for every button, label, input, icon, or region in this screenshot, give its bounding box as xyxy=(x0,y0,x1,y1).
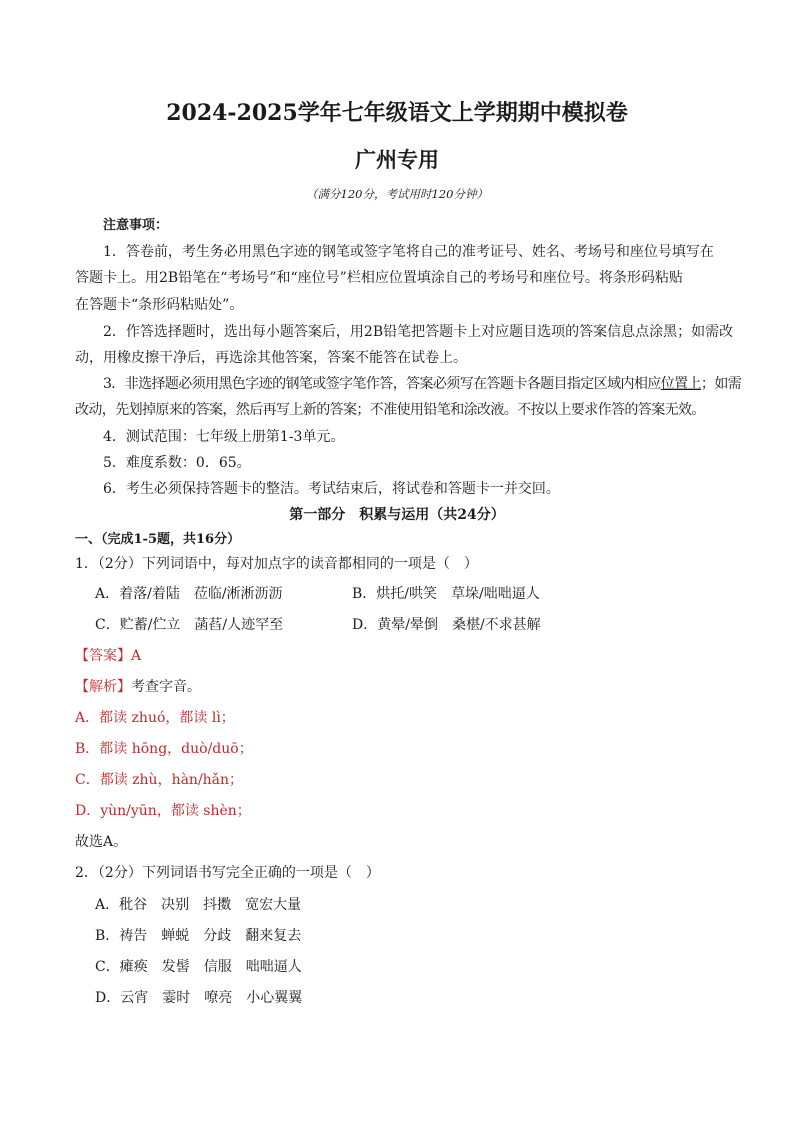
notice-6: 6．考生必须保持答题卡的整洁。考试结束后，将试卷和答题卡一并交回。 xyxy=(103,481,560,497)
analysis-text: 考查字音。 xyxy=(131,679,201,695)
question-2-option-d: D．云宵 霎时 嘹亮 小心翼翼 xyxy=(95,990,303,1006)
question-2-option-a: A．秕谷 决别 抖擞 宽宏大量 xyxy=(95,897,302,913)
question-1-analysis xyxy=(75,676,201,696)
analysis-label: 【解析】 xyxy=(75,679,131,695)
notice-3-text-c: ；如需 xyxy=(700,376,742,392)
question-1-option-a: A．着落/着陆 莅临/淅淅沥沥 xyxy=(95,586,283,602)
explanation-d: D．yùn/yūn，都读 shèn； xyxy=(75,803,251,819)
notice-3-text-a: 3．非选择题必须用黑色字迹的钢笔或签字笔作答，答案必须写在答题卡各题目指定区域内相应 xyxy=(103,376,661,392)
answer-value: A xyxy=(131,648,142,664)
exam-subtitle: 广州专用 xyxy=(355,147,439,172)
question-1-option-c: C．贮蓄/伫立 菡萏/人迹罕至 xyxy=(95,617,284,633)
notice-5: 5．难度系数：0．65。 xyxy=(103,455,251,471)
notice-3-underlined: 位置上 xyxy=(660,376,701,392)
question-1-stem: 1．（2分）下列词语中，每对加点字的读音都相同的一项是（ ） xyxy=(75,556,478,572)
question-1-conclusion: 故选A。 xyxy=(75,834,128,850)
notice-4: 4．测试范围：七年级上册第1-3单元。 xyxy=(103,429,345,445)
notice-2-line-1: 2．作答选择题时，选出每小题答案后，用2B铅笔把答题卡上对应题目选项的答案信息点涂黑；如需改 xyxy=(103,324,734,340)
notice-3-line-1 xyxy=(103,373,741,393)
explanation-c: C．都读 zhù，hàn/hǎn； xyxy=(75,772,244,788)
section-1-label: 一、（完成1-5题，共16分） xyxy=(75,532,241,547)
exam-title: 2024-2025学年七年级语文上学期期中模拟卷 xyxy=(166,100,628,126)
notice-1-line-3: 在答题卡“条形码粘贴处”。 xyxy=(75,297,244,313)
notice-2-line-2: 动，用橡皮擦干净后，再选涂其他答案，答案不能答在试卷上。 xyxy=(75,350,467,366)
part-1-heading: 第一部分 积累与运用（共24分） xyxy=(289,507,505,523)
question-1-answer xyxy=(75,645,141,665)
question-2-stem: 2．（2分）下列词语书写完全正确的一项是（ ） xyxy=(75,865,380,881)
question-2-option-c: C．瘫痪 发髻 信服 咄咄逼人 xyxy=(95,959,302,975)
notice-1-line-2: 答题卡上。用2B铅笔在“考场号”和“座位号”栏相应位置填涂自己的考场号和座位号。将条形码粘贴 xyxy=(75,270,683,286)
question-1-option-d: D．黄晕/晕倒 桑椹/不求甚解 xyxy=(352,617,541,633)
answer-label: 【答案】 xyxy=(75,648,131,664)
exam-meta: （满分120分，考试用时120分钟） xyxy=(306,187,488,201)
explanation-b: B．都读 hōng，duò/duō； xyxy=(75,741,253,757)
notice-heading: 注意事项： xyxy=(103,218,169,233)
question-1-option-b: B．烘托/哄笑 草垛/咄咄逼人 xyxy=(352,586,540,602)
explanation-a: A．都读 zhuó，都读 lì； xyxy=(75,710,235,726)
question-2-option-b: B．祷告 蝉蜕 分歧 翻来复去 xyxy=(95,928,302,944)
notice-1-line-1: 1．答卷前，考生务必用黑色字迹的钢笔或签字笔将自己的准考证号、姓名、考场号和座位号填写在 xyxy=(103,244,714,260)
notice-3-line-2: 改动，先划掉原来的答案，然后再写上新的答案；不准使用铅笔和涂改液。不按以上要求作答的答案无效。 xyxy=(75,402,705,418)
